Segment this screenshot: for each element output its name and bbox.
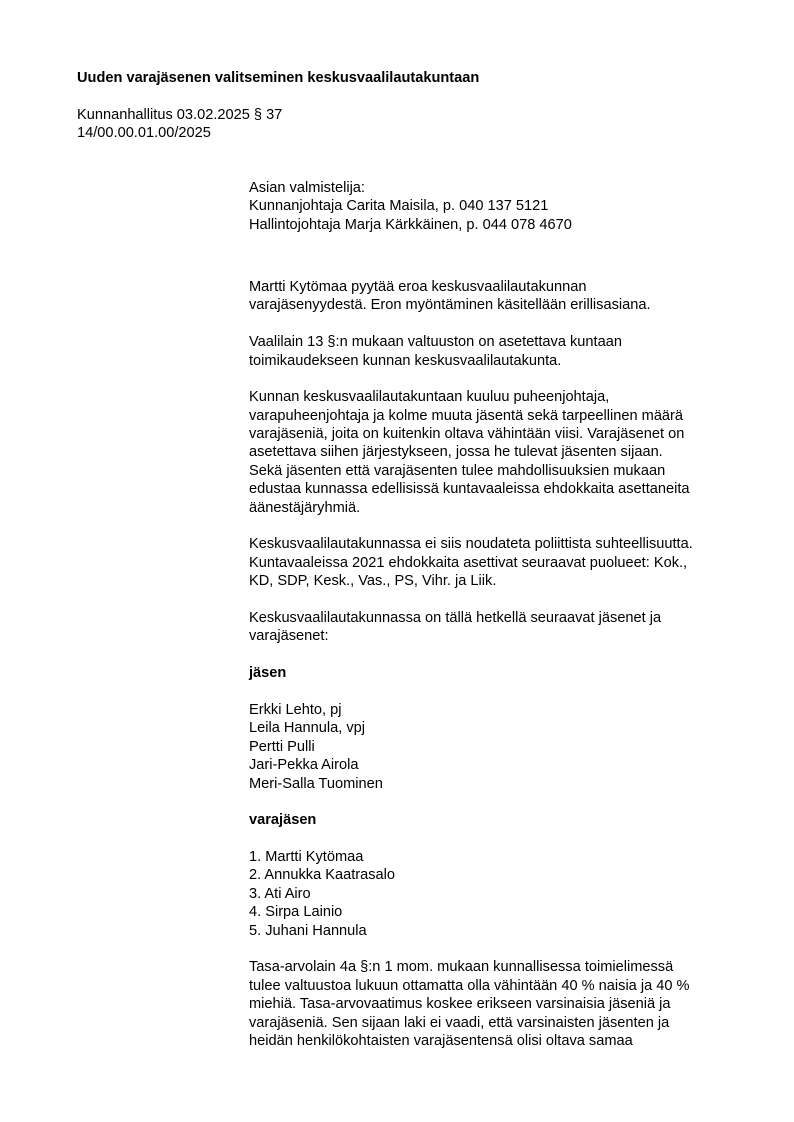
paragraph-line: Kunnan keskusvaalilautakuntaan kuuluu puheenjohtaja, [249,389,610,406]
document-title: Uuden varajäsenen valitseminen keskusvaalilautakuntaan [77,70,480,86]
document-meta [77,106,282,143]
meeting-reference: Kunnanhallitus 03.02.2025 § 37 [77,107,283,123]
paragraph-line: varapuheenjohtaja ja kolme muuta jäsentä sekä tarpeellinen määrä [249,407,684,424]
paragraph-line: asetettava siihen järjestykseen, jossa he tulevat jäsenten sijaan. [249,444,663,461]
paragraph-line: Vaalilain 13 §:n mukaan valtuuston on asetettava kuntaan [249,334,622,351]
paragraph-resignation [249,278,749,315]
paragraph-line: edustaa kunnassa edellisissä kuntavaaleissa ehdokkaita asettaneita [249,481,690,498]
paragraph-line: miehiä. Tasa-arvovaatimus koskee erikseen varsinaisia jäseniä ja [249,996,671,1013]
paragraph-equality-act [249,958,749,1050]
paragraph-line: Sekä jäsenten että varajäsenten tulee mahdollisuuksien mukaan [249,462,666,479]
members-heading: jäsen [249,665,287,682]
paragraph-line: äänestäjäryhmiä. [249,499,361,516]
member-item: Jari-Pekka Airola [249,757,359,774]
member-item: Pertti Pulli [249,738,315,755]
deputy-item: 4. Sirpa Lainio [249,904,343,921]
paragraph-line: Keskusvaalilautakunnassa ei siis noudateta poliittista suhteellisuutta. [249,536,693,553]
paragraph-line: varajäsenyydestä. Eron myöntäminen käsitellään erillisasiana. [249,297,651,314]
paragraph-current-members [249,609,749,646]
paragraph-line: Martti Kytömaa pyytää eroa keskusvaalilautakunnan [249,278,587,295]
member-item: Erkki Lehto, pj [249,701,342,718]
paragraph-line: varajäsenet: [249,628,329,645]
paragraph-line: Keskusvaalilautakunnassa on tällä hetkellä seuraavat jäsenet ja [249,610,662,626]
paragraph-line: heidän henkilökohtaisten varajäsentensä olisi oltava samaa [249,1032,633,1049]
paragraph-line: KD, SDP, Kesk., Vas., PS, Vihr. ja Liik. [249,573,497,590]
preparer-line: Hallintojohtaja Marja Kärkkäinen, p. 044 078 4670 [249,216,572,233]
record-number: 14/00.00.01.00/2025 [77,125,211,142]
paragraph-election-law [249,333,749,370]
paragraph-line: Kuntavaaleissa 2021 ehdokkaita asettivat seuraavat puolueet: Kok., [249,554,688,571]
paragraph-line: varajäseniä, joita on kuitenkin oltava vähintään viisi. Varajäsenet on [249,426,685,443]
paragraph-composition [249,388,749,517]
preparer-line: Kunnanjohtaja Carita Maisila, p. 040 137 5121 [249,198,549,215]
paragraph-line: Tasa-arvolain 4a §:n 1 mom. mukaan kunnallisessa toimielimessä [249,959,674,976]
deputy-item: 2. Annukka Kaatrasalo [249,867,396,884]
paragraph-parties [249,535,749,590]
deputies-heading: varajäsen [249,812,317,829]
member-item: Leila Hannula, vpj [249,720,366,737]
document-body [249,179,749,1050]
preparers-block [249,179,749,234]
deputy-item: 3. Ati Airo [249,885,311,902]
deputies-list [249,848,749,940]
deputy-item: 5. Juhani Hannula [249,922,367,939]
deputy-item: 1. Martti Kytömaa [249,849,364,866]
paragraph-line: varajäseniä. Sen sijaan laki ei vaadi, että varsinaisten jäsenten ja [249,1014,670,1031]
member-item: Meri-Salla Tuominen [249,775,383,792]
preparers-heading: Asian valmistelija: [249,180,365,196]
paragraph-line: toimikaudekseen kunnan keskusvaalilautakunta. [249,352,562,369]
members-list [249,701,749,793]
paragraph-line: tulee valtuustoa lukuun ottamatta olla vähintään 40 % naisia ja 40 % [249,977,690,994]
